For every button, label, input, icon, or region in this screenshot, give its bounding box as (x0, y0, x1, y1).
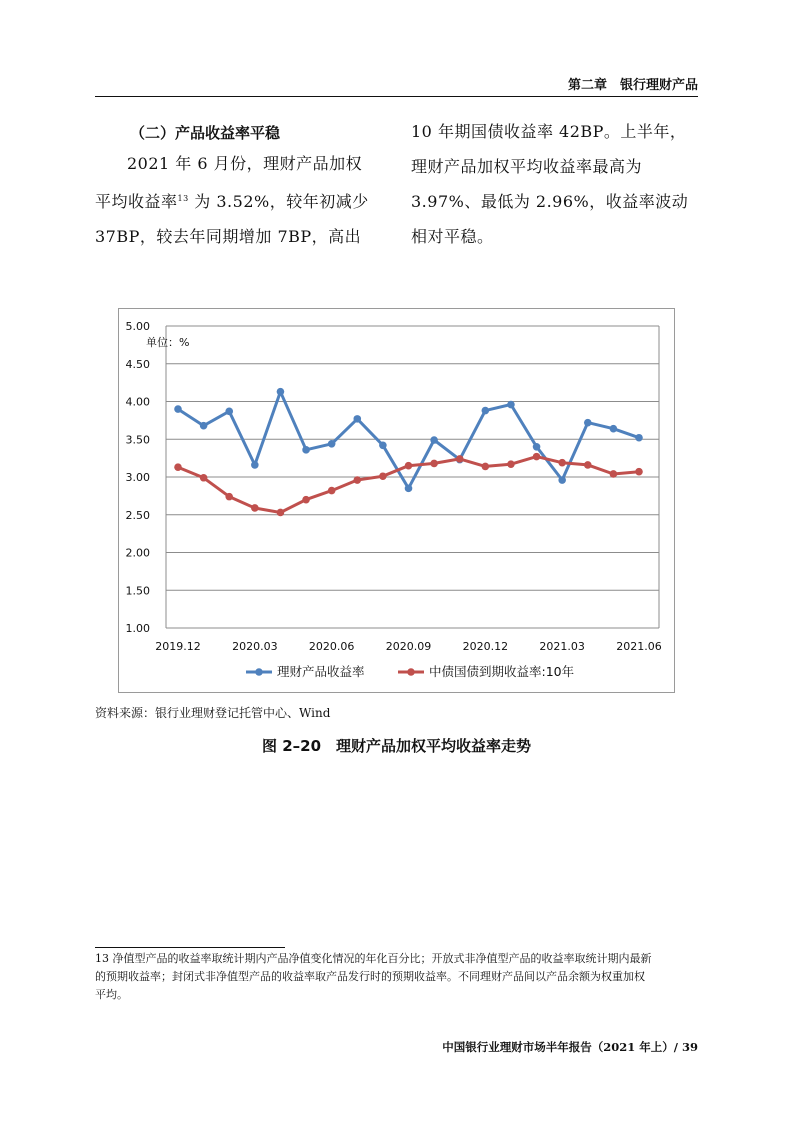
chart-x-tick-labels (155, 640, 662, 653)
x-tick-label: 2019.12 (155, 640, 201, 653)
x-tick-label: 2020.03 (232, 640, 278, 653)
data-point (225, 408, 233, 416)
body-left-column (95, 146, 385, 254)
data-point (200, 422, 208, 430)
footnote-rule (95, 947, 285, 948)
legend-item-1 (246, 664, 365, 679)
figure-title: 图 2–20 理财产品加权平均收益率走势 (261, 737, 532, 755)
body-left-line-1: 2021 年 6 月份，理财产品加权 (127, 154, 363, 173)
data-point (430, 460, 438, 468)
body-left-line-2 (95, 181, 385, 219)
data-point (456, 455, 464, 463)
data-point (174, 463, 182, 471)
data-point (379, 472, 387, 480)
data-point (635, 434, 643, 442)
data-point (482, 407, 490, 415)
footnote (95, 950, 705, 1004)
data-point (533, 443, 541, 451)
chart-gridlines (166, 326, 659, 628)
legend-label: 理财产品收益率 (277, 664, 365, 679)
footnote-line-1: 13 净值型产品的收益率取统计期内产品净值变化情况的年化百分比；开放式非净值型产品的收益率取统计期内最新 (95, 952, 652, 965)
data-point (353, 415, 361, 423)
y-tick-label: 2.50 (125, 508, 150, 522)
y-tick-label: 1.00 (125, 622, 150, 635)
data-point (635, 468, 643, 476)
data-point (405, 485, 413, 493)
data-point (430, 436, 438, 444)
body-left-line-2b: 为 3.52%，较年初减少 (188, 192, 369, 211)
data-point (277, 509, 285, 517)
data-point (225, 493, 233, 501)
legend-item-2 (398, 664, 574, 679)
footnote-ref: 13 (177, 194, 189, 203)
yield-line-chart (118, 308, 675, 693)
source-note: 资料来源：银行业理财登记托管中心、Wind (95, 706, 331, 720)
data-point (507, 401, 515, 409)
body-left-line-2a: 平均收益率 (95, 192, 178, 211)
data-point (353, 476, 361, 484)
data-point (610, 470, 618, 478)
header-rule (95, 96, 698, 97)
y-tick-label: 3.50 (125, 433, 150, 447)
x-tick-label: 2020.09 (385, 640, 432, 653)
y-tick-label: 2.00 (125, 546, 150, 560)
data-point (302, 446, 310, 454)
footnote-line-3: 平均。 (95, 988, 128, 1001)
data-point (533, 453, 541, 461)
body-right-line-4: 相对平稳。 (411, 227, 494, 246)
data-point (200, 474, 208, 482)
data-point (558, 459, 566, 467)
data-point (379, 441, 387, 449)
data-point (328, 487, 336, 495)
data-point (558, 476, 566, 484)
x-tick-label: 2021.06 (616, 640, 662, 653)
data-point (302, 496, 310, 504)
chart-unit-label: 单位：% (146, 336, 190, 349)
body-right-line-2: 理财产品加权平均收益率最高为 (411, 157, 643, 176)
legend-label: 中债国债到期收益率:10年 (429, 664, 575, 679)
x-tick-label: 2020.06 (308, 640, 355, 653)
page-footer: 中国银行业理财市场半年报告（2021 年上）/ 39 (442, 1040, 698, 1054)
y-tick-label: 1.50 (125, 584, 150, 598)
y-tick-label: 4.50 (125, 357, 150, 371)
chart-series (174, 388, 643, 516)
series-line (178, 392, 639, 489)
legend-swatch-marker (255, 668, 263, 676)
x-tick-label: 2021.03 (539, 640, 585, 653)
data-point (482, 463, 490, 471)
x-tick-label: 2020.12 (462, 640, 509, 653)
chart-y-tick-labels (126, 320, 151, 635)
data-point (405, 462, 413, 470)
y-tick-label: 5.00 (125, 320, 150, 333)
y-tick-label: 4.00 (125, 395, 150, 409)
body-right-line-3: 3.97%、最低为 2.96%，收益率波动 (411, 192, 689, 211)
data-point (507, 460, 515, 468)
series-1 (174, 388, 643, 492)
chart-legend (246, 664, 574, 679)
chapter-header: 第二章 银行理财产品 (567, 78, 698, 93)
footnote-line-2: 的预期收益率；封闭式非净值型产品的收益率取产品发行时的预期收益率。不同理财产品间以产品余额为权重加权 (95, 970, 645, 983)
data-point (328, 440, 336, 448)
section-title: （二）产品收益率平稳 (130, 124, 281, 142)
data-point (251, 504, 259, 512)
data-point (610, 425, 618, 433)
body-left-line-3: 37BP，较去年同期增加 7BP，高出 (95, 227, 362, 246)
data-point (584, 461, 592, 469)
legend-swatch-marker (407, 668, 415, 676)
data-point (277, 388, 285, 396)
body-right-line-1: 10 年期国债收益率 42BP。上半年， (411, 122, 687, 141)
data-point (584, 419, 592, 427)
data-point (251, 461, 259, 469)
data-point (174, 405, 182, 413)
body-right-column (411, 114, 701, 254)
y-tick-label: 3.00 (125, 471, 150, 484)
